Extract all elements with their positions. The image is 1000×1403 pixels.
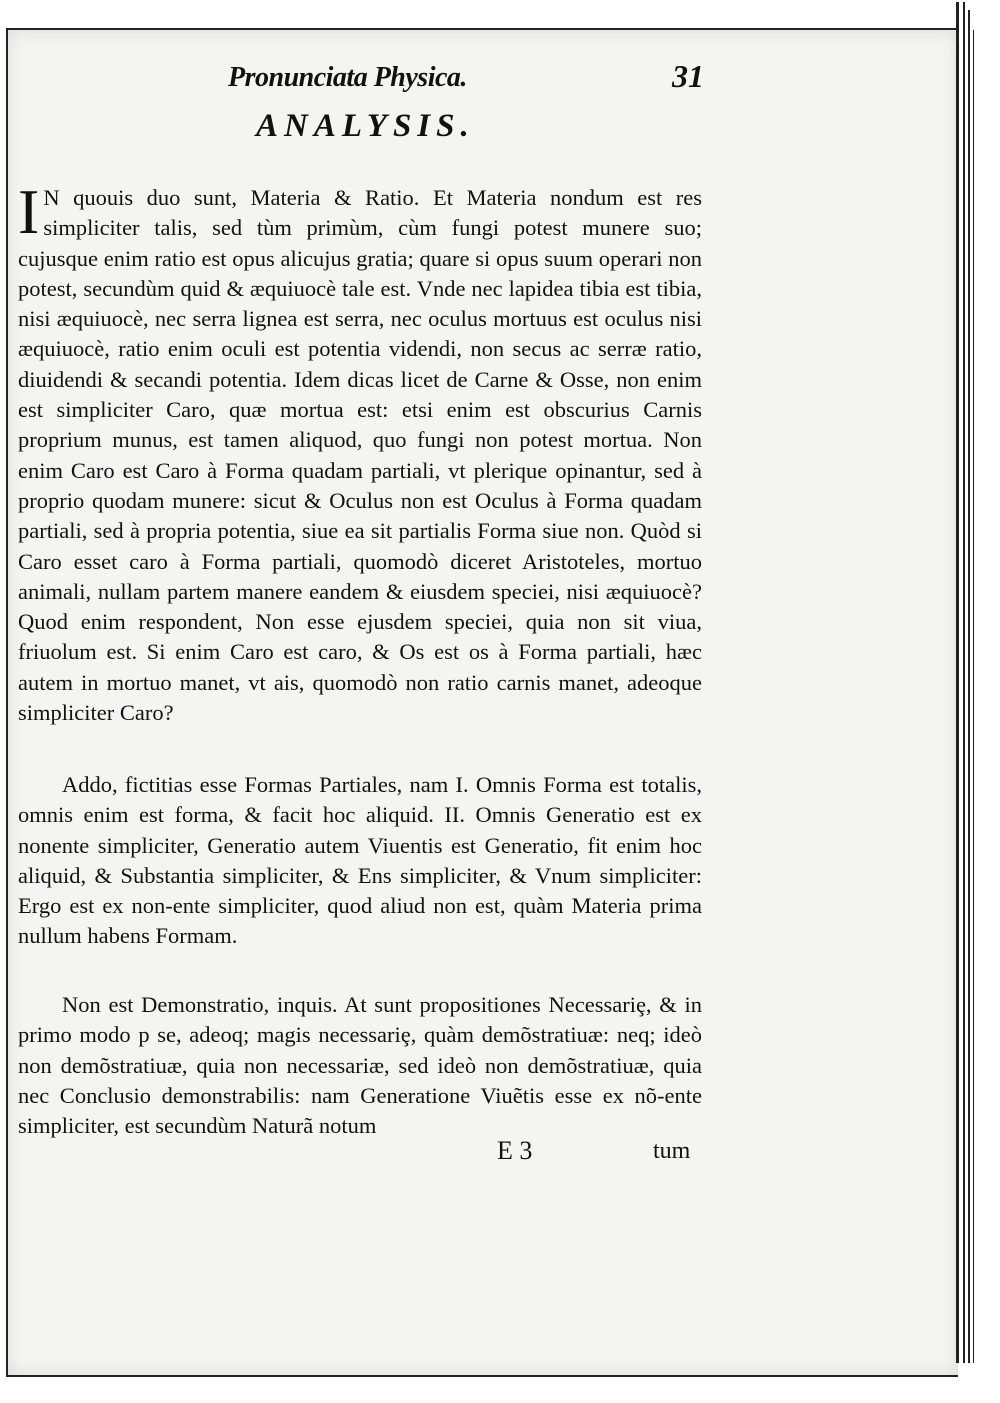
running-title: Pronunciata Physica. <box>228 62 467 93</box>
drop-cap: I <box>18 176 40 247</box>
catchword: tum <box>653 1138 691 1164</box>
paragraph-3: Non est Demonstratio, inquis. At sunt propositiones Necessariȩ, & in primo modo p se, adeoq; magis necessariȩ, quàm demõstratiuæ: neq; ideò non demõstratiuæ, quia non necessariæ, sed ideò non demõstratiuæ, quia nec Conclusio demonstrabilis: nam Generatione Viuẽtis esse ex nõ-ente simpliciter, est secundùm Naturã notum <box>18 992 702 1139</box>
page-edge <box>956 2 959 1363</box>
page-edge <box>973 30 974 1363</box>
signature-mark: E 3 <box>497 1136 533 1165</box>
page-number: 31 <box>672 58 704 94</box>
paragraph-1 <box>18 176 702 728</box>
section-title: ANALYSIS. <box>256 108 475 144</box>
paragraph-2: Addo, fictitias esse Formas Partiales, nam I. Omnis Forma est totalis, omnis enim est forma, & facit hoc aliquid. II. Omnis Generatio est ex nonente simpliciter, Generatio autem Viuentis est Generatio, fit enim hoc aliquid, & Substantia simpliciter, & Ens simpliciter, & Vnum simpliciter: Ergo est ex non-ente simpliciter, quod aliud non est, quàm Materia prima nullum habens Formam. <box>18 772 702 949</box>
page-edge <box>968 10 970 1363</box>
paragraph-1-text: N quouis duo sunt, Materia & Ratio. Et Materia nondum est res simpliciter talis, sed tùm primùm, cùm fungi potest munere suo; cujusque enim ratio est opus alicujus gratia; quare si opus suum operari non potest, secundùm quid & æquiuocè tale est. Vnde nec lapidea tibia est tibia, nisi æquiuocè, nec serra lignea est serra, nec oculus mortuus est oculus nisi æquiuocè, ratio enim oculi est potentia videndi, non secus ac serræ ratio, diuidendi & secandi potentia. Idem dicas licet de Carne & Osse, non enim est simpliciter Caro, quæ mortua est: etsi enim est obscurius Carnis proprium munus, est tamen aliquod, quo fungi non potest mortua. Non enim Caro est Caro à Forma quadam partiali, vt plerique opinantur, sed à proprio quodam munere: sicut & Oculus non est Oculus à Forma quadam partiali, sed à propria potentia, siue ea sit partialis Forma siue non. Quòd si Caro esset caro à Forma partiali, quomodò diceret Aristoteles, mortuo animali, nullam partem manere eandem & eiusdem speciei, nisi æquiuocè? Quod enim respondent, Non esse ejusdem speciei, quia non sit viua, friuolum est. Si enim Caro est caro, & Os est os à Forma partiali, hæc autem in mortuo manet, vt ais, quomodò non ratio carnis manet, adeoque simpliciter Caro? <box>18 185 702 726</box>
page-edge <box>963 2 965 1363</box>
